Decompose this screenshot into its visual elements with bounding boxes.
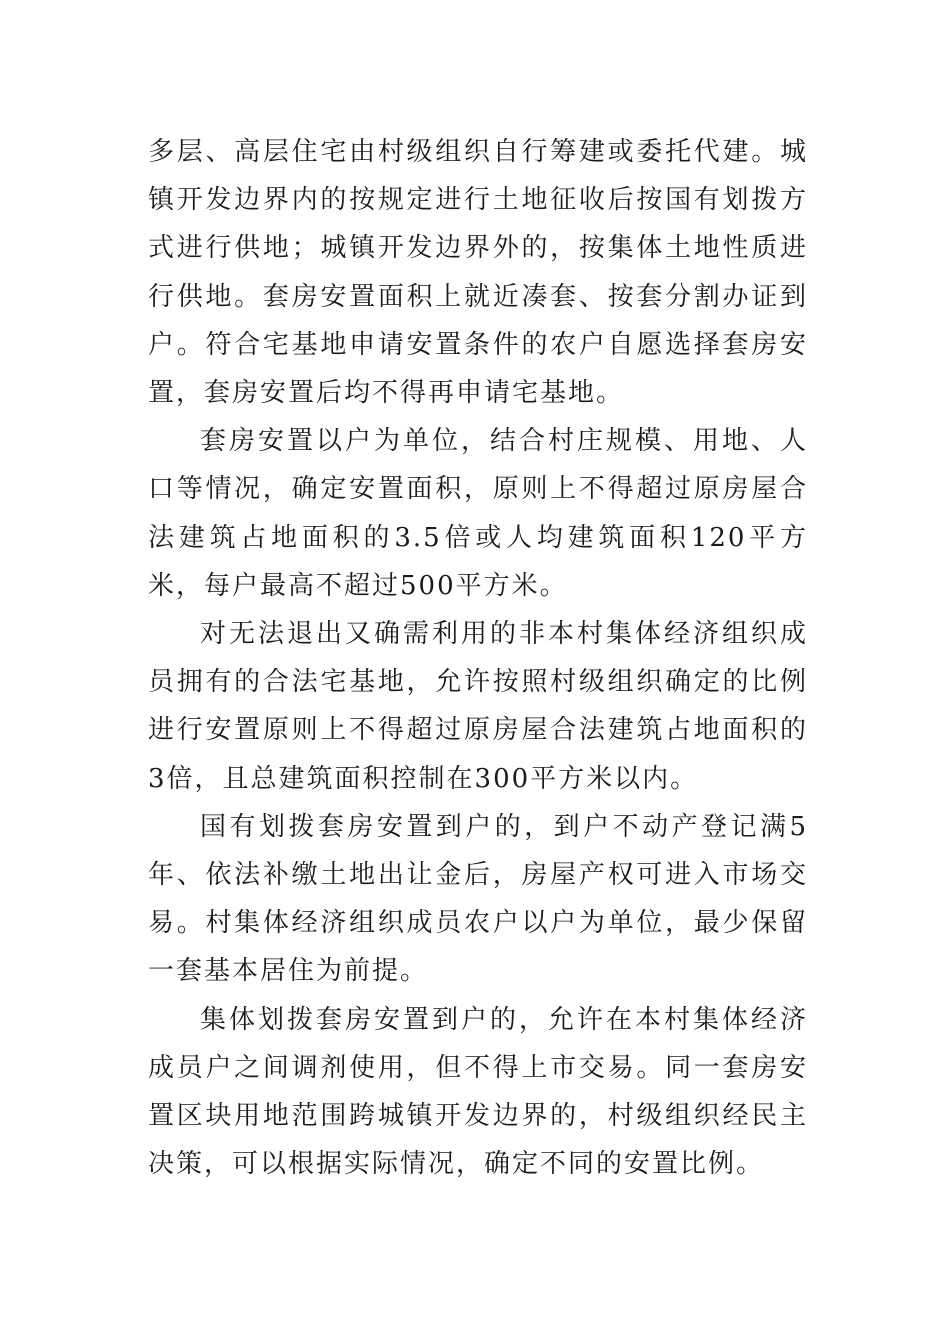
paragraph-continuation: 多层、高层住宅由村级组织自行筹建或委托代建。城镇开发边界内的按规定进行土地征收后按国有划拨方式进行供地；城镇开发边界外的，按集体土地性质进行供地。套房安置面积上就近凑套、按套分割办证到户。符合宅基地申请安置条件的农户自愿选择套房安置，套房安置后均不得再申请宅基地。 (148, 137, 808, 409)
paragraph-housing-area: 套房安置以户为单位，结合村庄规模、用地、人口等情况，确定安置面积，原则上不得超过原房屋合法建筑占地面积的3.5倍或人均建筑面积120平方米，每户最高不超过500平方米。 (148, 426, 808, 601)
paragraph-state-allocation: 国有划拨套房安置到户的，到户不动产登记满5年、依法补缴土地出让金后，房屋产权可进入市场交易。村集体经济组织成员农户以户为单位，最少保留一套基本居住为前提。 (148, 811, 808, 987)
paragraph-collective-allocation: 集体划拨套房安置到户的，允许在本村集体经济成员户之间调剂使用，但不得上市交易。同一套房安置区块用地范围跨城镇开发边界的，村级组织经民主决策，可以根据实际情况，确定不同的安置比例。 (148, 1004, 808, 1180)
document-body (148, 128, 808, 1188)
paragraph-non-member: 对无法退出又确需利用的非本村集体经济组织成员拥有的合法宅基地，允许按照村级组织确定的比例进行安置原则上不得超过原房屋合法建筑占地面积的3倍，且总建筑面积控制在300平方米以内。 (148, 619, 808, 794)
